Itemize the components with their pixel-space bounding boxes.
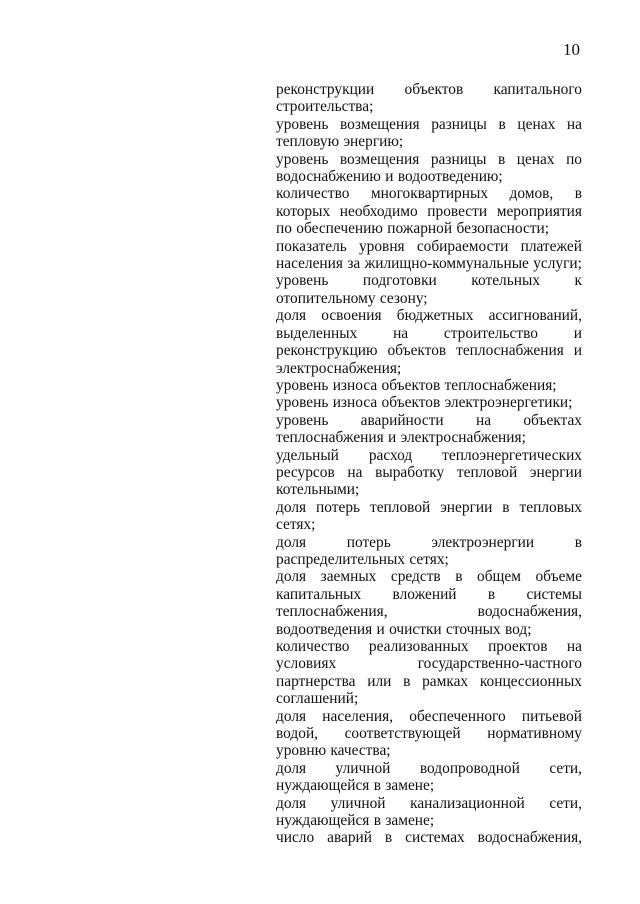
- paragraph: уровень износа объектов электроэнергетики;: [276, 394, 573, 412]
- paragraph: доля заемных средств в общем объеме капитальных вложений в системы теплоснабжения, водоснабжения, водоотведения и очистки сточных вод;: [276, 568, 582, 638]
- paragraph: доля освоения бюджетных ассигнований, выделенных на строительство и реконструкцию объектов теплоснабжения и электроснабжения;: [276, 307, 582, 377]
- paragraph: доля населения, обеспеченного питьевой водой, соответствующей нормативному уровню качества;: [276, 707, 582, 760]
- text-column: [276, 81, 582, 847]
- paragraph: доля потерь электроэнергии в распределительных сетях;: [276, 533, 582, 568]
- paragraph: уровень износа объектов теплоснабжения;: [276, 376, 557, 394]
- paragraph: число аварий в системах водоснабжения,: [276, 829, 582, 847]
- paragraph: реконструкции объектов капитального строительства;: [276, 81, 582, 116]
- paragraph: уровень аварийности на объектах теплоснабжения и электроснабжения;: [276, 411, 582, 447]
- paragraph: уровень возмещения разницы в ценах по водоснабжению и водоотведению;: [276, 150, 582, 186]
- paragraph: уровень подготовки котельных к отопительному сезону;: [276, 272, 582, 307]
- page-number: 10: [563, 40, 580, 59]
- paragraph: уровень возмещения разницы в ценах на тепловую энергию;: [276, 115, 582, 151]
- paragraph: удельный расход теплоэнергетических ресурсов на выработку тепловой энергии котельными;: [276, 446, 582, 499]
- paragraph: количество многоквартирных домов, в которых необходимо провести мероприятия по обеспечению пожарной безопасности;: [276, 185, 582, 238]
- paragraph: показатель уровня собираемости платежей населения за жилищно-коммунальные услуги;: [276, 237, 582, 273]
- paragraph: доля потерь тепловой энергии в тепловых сетях;: [276, 498, 582, 534]
- paragraph: доля уличной канализационной сети, нуждающейся в замене;: [276, 794, 582, 830]
- paragraph: доля уличной водопроводной сети, нуждающейся в замене;: [276, 759, 582, 795]
- paragraph: количество реализованных проектов на условиях государственно-частного партнерства или в рамках концессионных соглашений;: [276, 638, 582, 708]
